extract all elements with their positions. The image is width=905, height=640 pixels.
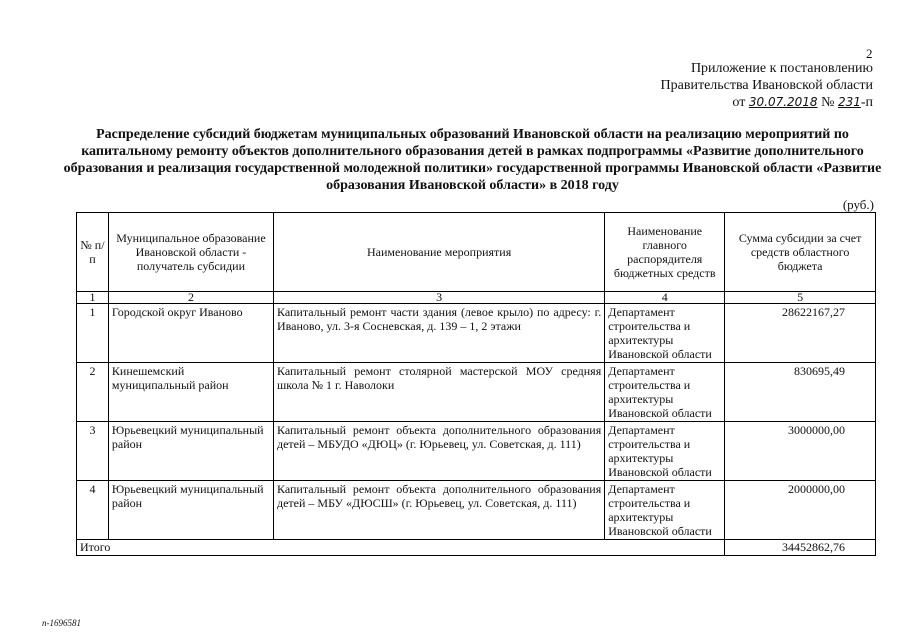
total-row xyxy=(77,540,876,556)
row-recipient: Городской округ Иваново xyxy=(108,304,273,363)
annex-date-line xyxy=(661,94,873,111)
table-row xyxy=(77,422,876,481)
row-number: 1 xyxy=(77,304,109,363)
date-prefix: от xyxy=(732,95,746,110)
column-number: 1 xyxy=(77,292,109,304)
row-recipient: Кинешемский муниципальный район xyxy=(108,363,273,422)
decree-number: 231 xyxy=(837,95,861,109)
header-recipient: Муниципальное образование Ивановской области - получатель субсидии xyxy=(108,213,273,292)
annex-header xyxy=(661,60,873,111)
header-manager: Наименование главного распорядителя бюджетных средств xyxy=(605,213,725,292)
row-manager: Департамент строительства и архитектуры Ивановской области xyxy=(605,363,725,422)
column-number: 2 xyxy=(108,292,273,304)
header-amount: Сумма субсидии за счет средств областного бюджета xyxy=(725,213,876,292)
number-suffix: -п xyxy=(860,95,873,110)
annex-line-2: Правительства Ивановской области xyxy=(660,78,873,93)
table-row xyxy=(77,363,876,422)
row-number: 3 xyxy=(77,422,109,481)
row-number: 4 xyxy=(77,481,109,540)
row-manager: Департамент строительства и архитектуры Ивановской области xyxy=(605,481,725,540)
row-amount: 3000000,00 xyxy=(725,422,876,481)
table-header-row xyxy=(77,213,876,292)
row-amount: 28622167,27 xyxy=(725,304,876,363)
column-number: 4 xyxy=(605,292,725,304)
header-number: № п/п xyxy=(77,213,109,292)
header-event: Наименование мероприятия xyxy=(273,213,604,292)
row-recipient: Юрьевецкий муниципальный район xyxy=(108,422,273,481)
table-row xyxy=(77,481,876,540)
number-prefix: № xyxy=(821,95,835,110)
annex-line-1: Приложение к постановлению xyxy=(690,61,873,76)
decree-date: 30.07.2018 xyxy=(748,95,818,109)
row-number: 2 xyxy=(77,363,109,422)
document-code: п-1696581 xyxy=(42,618,81,628)
row-manager: Департамент строительства и архитектуры Ивановской области xyxy=(605,422,725,481)
page-number: 2 xyxy=(866,46,873,61)
row-amount: 830695,49 xyxy=(725,363,876,422)
row-event: Капитальный ремонт объекта дополнительного образования детей – МБУ «ДЮСШ» (г. Юрьевец, ул. Советская, д. 111) xyxy=(273,481,604,540)
total-label: Итого xyxy=(77,540,725,556)
row-recipient: Юрьевецкий муниципальный район xyxy=(108,481,273,540)
table-row xyxy=(77,304,876,363)
total-amount: 34452862,76 xyxy=(725,540,876,556)
row-event: Капитальный ремонт части здания (левое крыло) по адресу: г. Иваново, ул. 3-я Сосневская, д. 139 – 1, 2 этажи xyxy=(273,304,604,363)
column-number: 5 xyxy=(725,292,876,304)
column-number: 3 xyxy=(273,292,604,304)
row-event: Капитальный ремонт объекта дополнительного образования детей – МБУДО «ДЮЦ» (г. Юрьевец, ул. Советская, д. 111) xyxy=(273,422,604,481)
row-amount: 2000000,00 xyxy=(725,481,876,540)
row-event: Капитальный ремонт столярной мастерской МОУ средняя школа № 1 г. Наволоки xyxy=(273,363,604,422)
column-numbers-row xyxy=(77,292,876,304)
currency-unit: (руб.) xyxy=(842,197,874,212)
document-title: Распределение субсидий бюджетам муниципальных образований Ивановской области на реализацию мероприятий по капитальному ремонту объектов дополнительного образования детей в рамках подпрограммы «Развитие дополнительного образования и реализация государственной молодежной политики» государственной программы Ивановской области «Развитие образования Ивановской области» в 2018 году xyxy=(63,127,882,193)
row-manager: Департамент строительства и архитектуры Ивановской области xyxy=(605,304,725,363)
subsidy-table xyxy=(76,212,876,556)
